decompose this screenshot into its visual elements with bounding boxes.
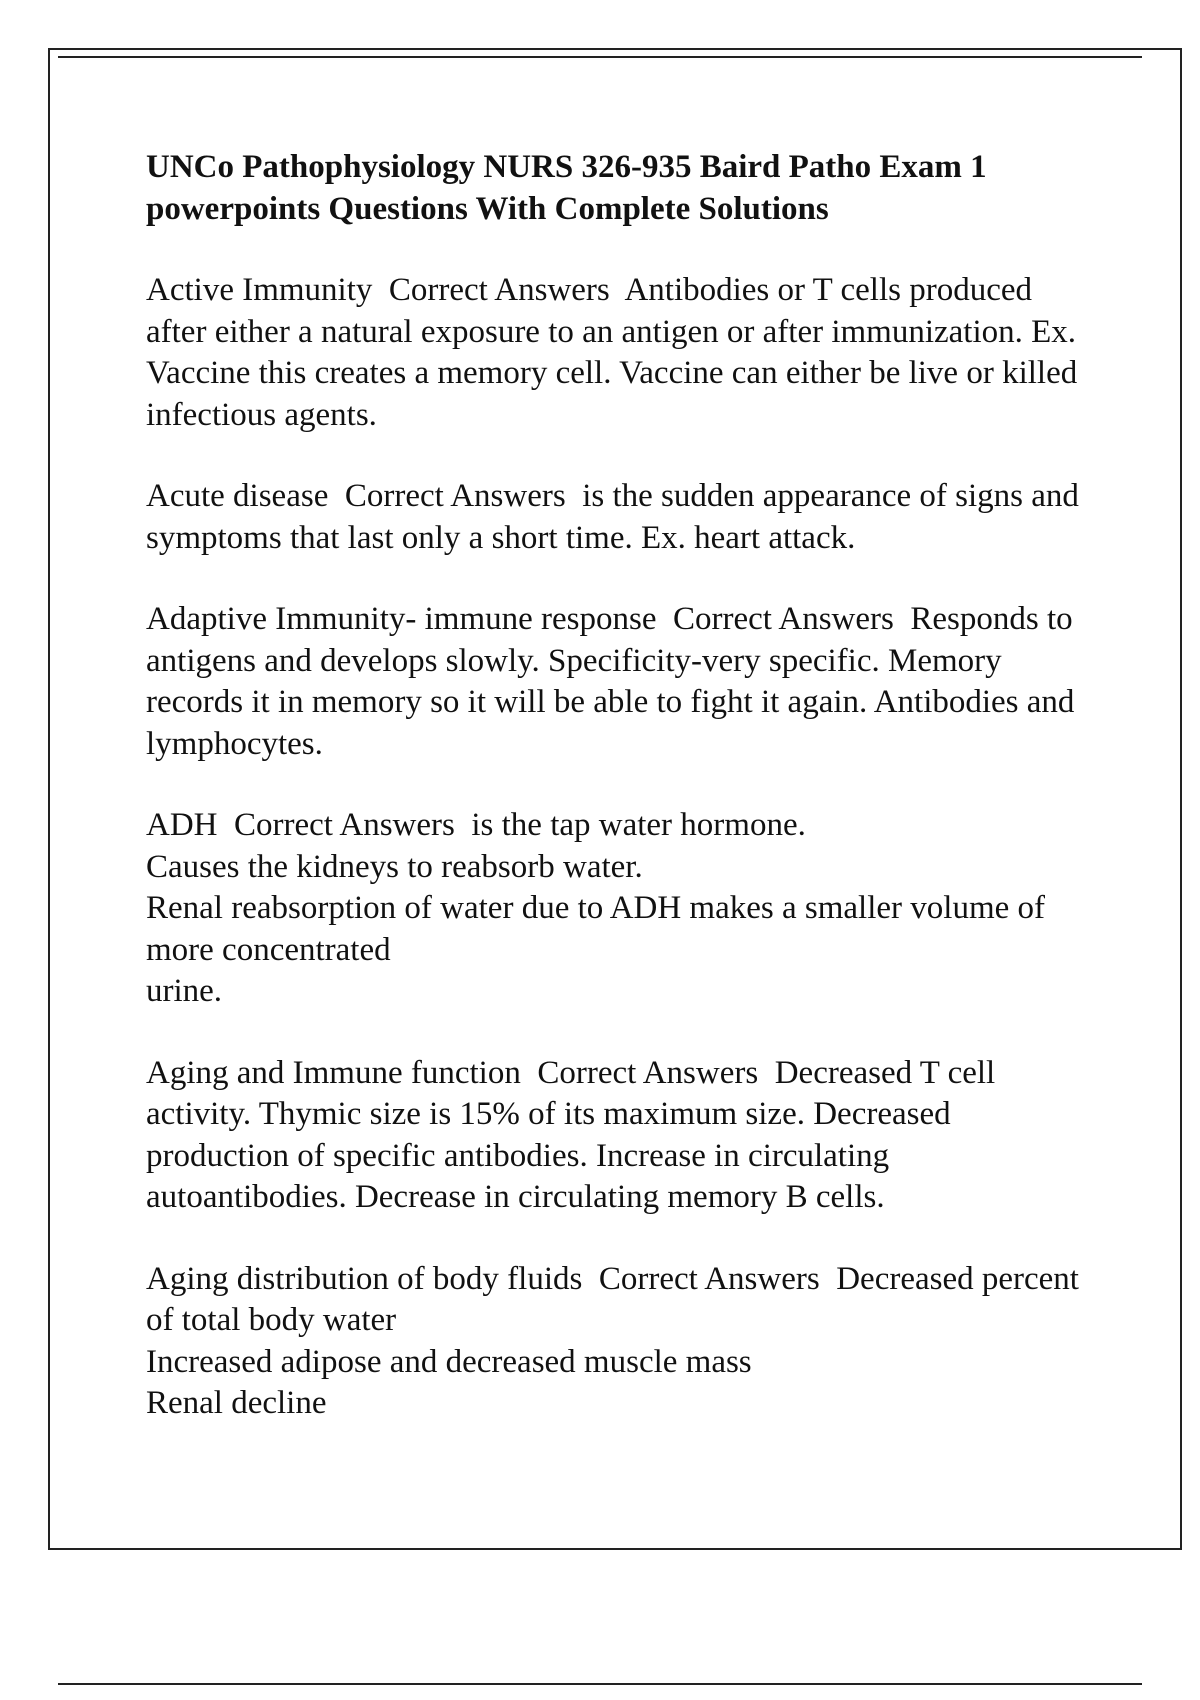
entry-term: Aging distribution of body fluids [146, 1260, 583, 1297]
entry-separator: Correct Answers [673, 601, 894, 637]
entry-answer-line: Increased adipose and decreased muscle mass [146, 1343, 752, 1380]
entry-answer-line: Renal decline [146, 1385, 327, 1421]
entry-answer: is the sudden appearance of signs and symptoms that last only a short time. Ex. heart attack. [146, 478, 1079, 556]
entry-answer-line: urine. [146, 973, 223, 1009]
entry-aging-immune-function [146, 1053, 1096, 1219]
entry-acute-disease [146, 476, 1096, 559]
entry-term: Active Immunity [146, 272, 373, 308]
entry-term: Acute disease [146, 478, 329, 514]
entry-answer-line: Renal reabsorption of water due to ADH makes a smaller volume of more concentrated [146, 890, 1045, 968]
document-content [146, 146, 1096, 1465]
entry-aging-body-fluids [146, 1259, 1096, 1425]
entry-adaptive-immunity [146, 599, 1096, 765]
entry-separator: Correct Answers [344, 478, 566, 514]
entry-term: ADH [146, 807, 218, 843]
entry-answer: Antibodies or T cells produced after either a natural exposure to an antigen or after immunization. Ex. Vaccine this creates a memory cell. Vaccine can either be live or killed infectious agents. [146, 272, 1078, 433]
entry-answer: Decreased percent of total body water [146, 1260, 1079, 1338]
entry-separator: Correct Answers [537, 1054, 759, 1091]
entry-answer: is the tap water hormone. [471, 807, 806, 843]
bottom-horizontal-rule [58, 1683, 1142, 1685]
entry-answer: Decreased T cell activity. Thymic size is 15% of its maximum size. Decreased production of specific antibodies. Increase in circulating autoantibodies. Decrease in circulating memory B cells. [146, 1054, 996, 1215]
entry-answer-line: Causes the kidneys to reabsorb water. [146, 848, 643, 885]
entry-separator: Correct Answers [598, 1260, 820, 1297]
entry-answer: Responds to antigens and develops slowly. Specificity-very specific. Memory records it in memory so it will be able to fight it again. Antibodies and lymphocytes. [146, 601, 1075, 762]
document-title: UNCo Pathophysiology NURS 326-935 Baird Patho Exam 1 powerpoints Questions With Complete Solutions [146, 149, 987, 227]
entry-term: Aging and Immune function [146, 1054, 521, 1091]
entry-separator: Correct Answers [234, 807, 455, 843]
entry-term: Adaptive Immunity- immune response [146, 601, 657, 637]
entry-separator: Correct Answers [388, 272, 610, 308]
entry-active-immunity [146, 270, 1096, 436]
entry-adh [146, 805, 1096, 1013]
